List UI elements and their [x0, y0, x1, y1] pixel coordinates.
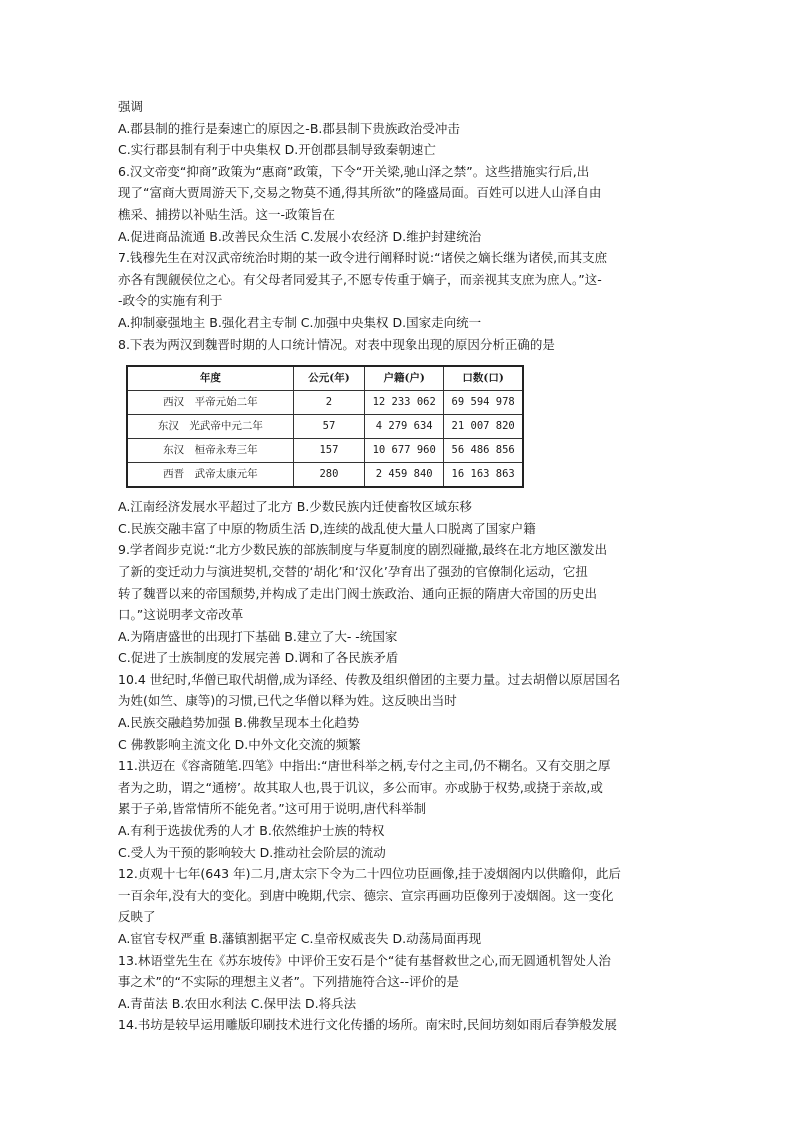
question-8-options: C.民族交融丰富了中原的物质生活 D,连续的战乱使大量人口脱离了国家户籍: [118, 520, 536, 536]
question-6-stem: 6.汉文帝变“抑商”政策为“惠商”政策，下令“开关梁,驰山泽之禁”。这些措施实行后,出: [118, 163, 590, 179]
question-10-options: A.民族交融趋势加强 B.佛教呈现本土化趋势: [118, 715, 360, 731]
question-14-stem: 14.书坊是较早运用雕版印刷技术进行文化传播的场所。南宋时,民间坊刻如雨后春笋般发展: [118, 1017, 617, 1033]
question-10-stem: 10.4 世纪时,华僧已取代胡僧,成为译经、传教及组织僧团的主要力量。过去胡僧以原居国名: [118, 671, 621, 687]
question-6-stem: 樵采、捕捞以补贴生活。这一-政策旨在: [118, 206, 336, 222]
question-9-stem: 了新的变迁动力与演进契机,交替的‘胡化’和‘汉化’孕育出了强劲的官僚制化运动，它扭: [118, 563, 588, 579]
question-6-options: A.促进商品流通 B.改善民众生活 C.发展小农经济 D.维护封建统治: [118, 228, 482, 244]
question-7-stem: 亦各有觊觎侯位之心。有父母者同爱其子,不愿专传重于嫡子，而亲视其支庶为庶人。”这-: [118, 271, 602, 287]
question-11-options: C.受人为干预的影响较大 D.推动社会阶层的流动: [118, 844, 386, 860]
question-11-options: A.有利于选拔优秀的人才 B.依然维护士族的特权: [118, 823, 385, 839]
population-cell: 16 163 863: [444, 463, 523, 488]
question-7-options: A.抑制豪强地主 B.强化君主专制 C.加强中央集权 D.国家走向统一: [118, 314, 482, 330]
question-12-stem: 一百余年,没有大的变化。到唐中晚期,代宗、德宗、宣宗再画功臣像列于凌烟阁。这一变化: [118, 887, 614, 903]
question-8-stem: 8.下表为两汉到魏晋时期的人口统计情况。对表中现象出现的原因分析正确的是: [118, 336, 555, 352]
era-cell: 西汉 平帝元始二年: [127, 391, 293, 415]
households-cell: 10 677 960: [365, 439, 444, 463]
option-line: A.郡县制的推行是秦速亡的原因之-B.郡县制下贵族政治受冲击: [118, 120, 460, 136]
population-table: [126, 365, 524, 488]
header-households: 户籍(户): [365, 366, 444, 391]
question-11-stem: 者为之助，谓之“通榜’。故其取人也,畏于讥议，多公而审。亦或胁于权势,或挠于亲故,或: [118, 779, 603, 795]
population-cell: 56 486 856: [444, 439, 523, 463]
exam-page: [118, 96, 680, 1036]
table-row: [127, 415, 523, 439]
header-era: 年度: [127, 366, 293, 391]
question-12-stem: 反映了: [118, 909, 156, 925]
question-11-stem: 11.洪迈在《容斋随笔.四笔》中指出:“唐世科举之柄,专付之主司,仍不糊名。又有交朋之厚: [118, 758, 611, 774]
year-cell: 280: [293, 463, 364, 488]
table-row: [127, 463, 523, 488]
population-cell: 69 594 978: [444, 391, 523, 415]
table-row: [127, 391, 523, 415]
question-7-stem: 7.钱穆先生在对汉武帝统治时期的某一政令进行阐释时说:“诸侯之嫡长继为诸侯,而其支庶: [118, 250, 608, 266]
header-population: 口数(口): [444, 366, 523, 391]
question-11-stem: 累于子弟,皆常情所不能免者。”这可用于说明,唐代科举制: [118, 801, 427, 817]
option-line: C.实行郡县制有利于中央集权 D.开创郡县制导致秦朝速亡: [118, 142, 436, 158]
era-cell: 东汉 桓帝永寿三年: [127, 439, 293, 463]
question-9-stem: 口。”这说明孝文帝改革: [118, 607, 244, 623]
question-13-stem: 事之术”的“不实际的理想主义者”。下列措施符合这--评价的是: [118, 974, 459, 990]
households-cell: 4 279 634: [365, 415, 444, 439]
question-10-stem: 为姓(如竺、康等)的习惯,已代之华僧以释为姓。这反映出当时: [118, 693, 457, 709]
table-header-row: [127, 366, 523, 391]
question-8-options: A.江南经济发展水平超过了北方 B.少数民族内迁使畜牧区域东移: [118, 499, 472, 515]
text-line: 强调: [118, 99, 144, 114]
question-10-options: C 佛教影响主流文化 D.中外文化交流的频繁: [118, 736, 361, 752]
year-cell: 57: [293, 415, 364, 439]
question-13-stem: 13.林语堂先生在《苏东坡传》中评价王安石是个“徒有基督救世之心,而无圆通机智处人治: [118, 952, 611, 968]
households-cell: 12 233 062: [365, 391, 444, 415]
question-7-stem: -政令的实施有利于: [118, 293, 223, 309]
question-9-stem: 9.学者阎步克说:“北方少数民族的部族制度与华夏制度的剧烈碰撤,最终在北方地区激发出: [118, 542, 608, 558]
population-cell: 21 007 820: [444, 415, 523, 439]
question-13-options: A.青苗法 B.农田水利法 C.保甲法 D.将兵法: [118, 995, 357, 1011]
question-12-options: A.宦官专权严重 B.藩镇割据平定 C.皇帝权威丧失 D.动荡局面再现: [118, 931, 482, 946]
question-12-stem: 12.贞观十七年(643 年)二月,唐太宗下令为二十四位功臣画像,挂于凌烟阁内以供瞻仰，此后: [118, 866, 621, 882]
households-cell: 2 459 840: [365, 463, 444, 488]
question-9-stem: 转了魏晋以来的帝国颓势,并构成了走出门阀士族政治、通向正振的隋唐大帝国的历史出: [118, 585, 597, 601]
table-row: [127, 439, 523, 463]
question-6-stem: 现了“富商大贾周游天下,交易之物莫不通,得其所欲”的隆盛局面。百姓可以进人山泽自由: [118, 185, 602, 201]
era-cell: 东汉 光武帝中元二年: [127, 415, 293, 439]
question-9-options: C.促进了士族制度的发展完善 D.调和了各民族矛盾: [118, 650, 399, 666]
year-cell: 2: [293, 391, 364, 415]
year-cell: 157: [293, 439, 364, 463]
question-9-options: A.为隋唐盛世的出现打下基础 B.建立了大- -统国家: [118, 628, 398, 644]
era-cell: 西晋 武帝太康元年: [127, 463, 293, 488]
header-year: 公元(年): [293, 366, 364, 391]
